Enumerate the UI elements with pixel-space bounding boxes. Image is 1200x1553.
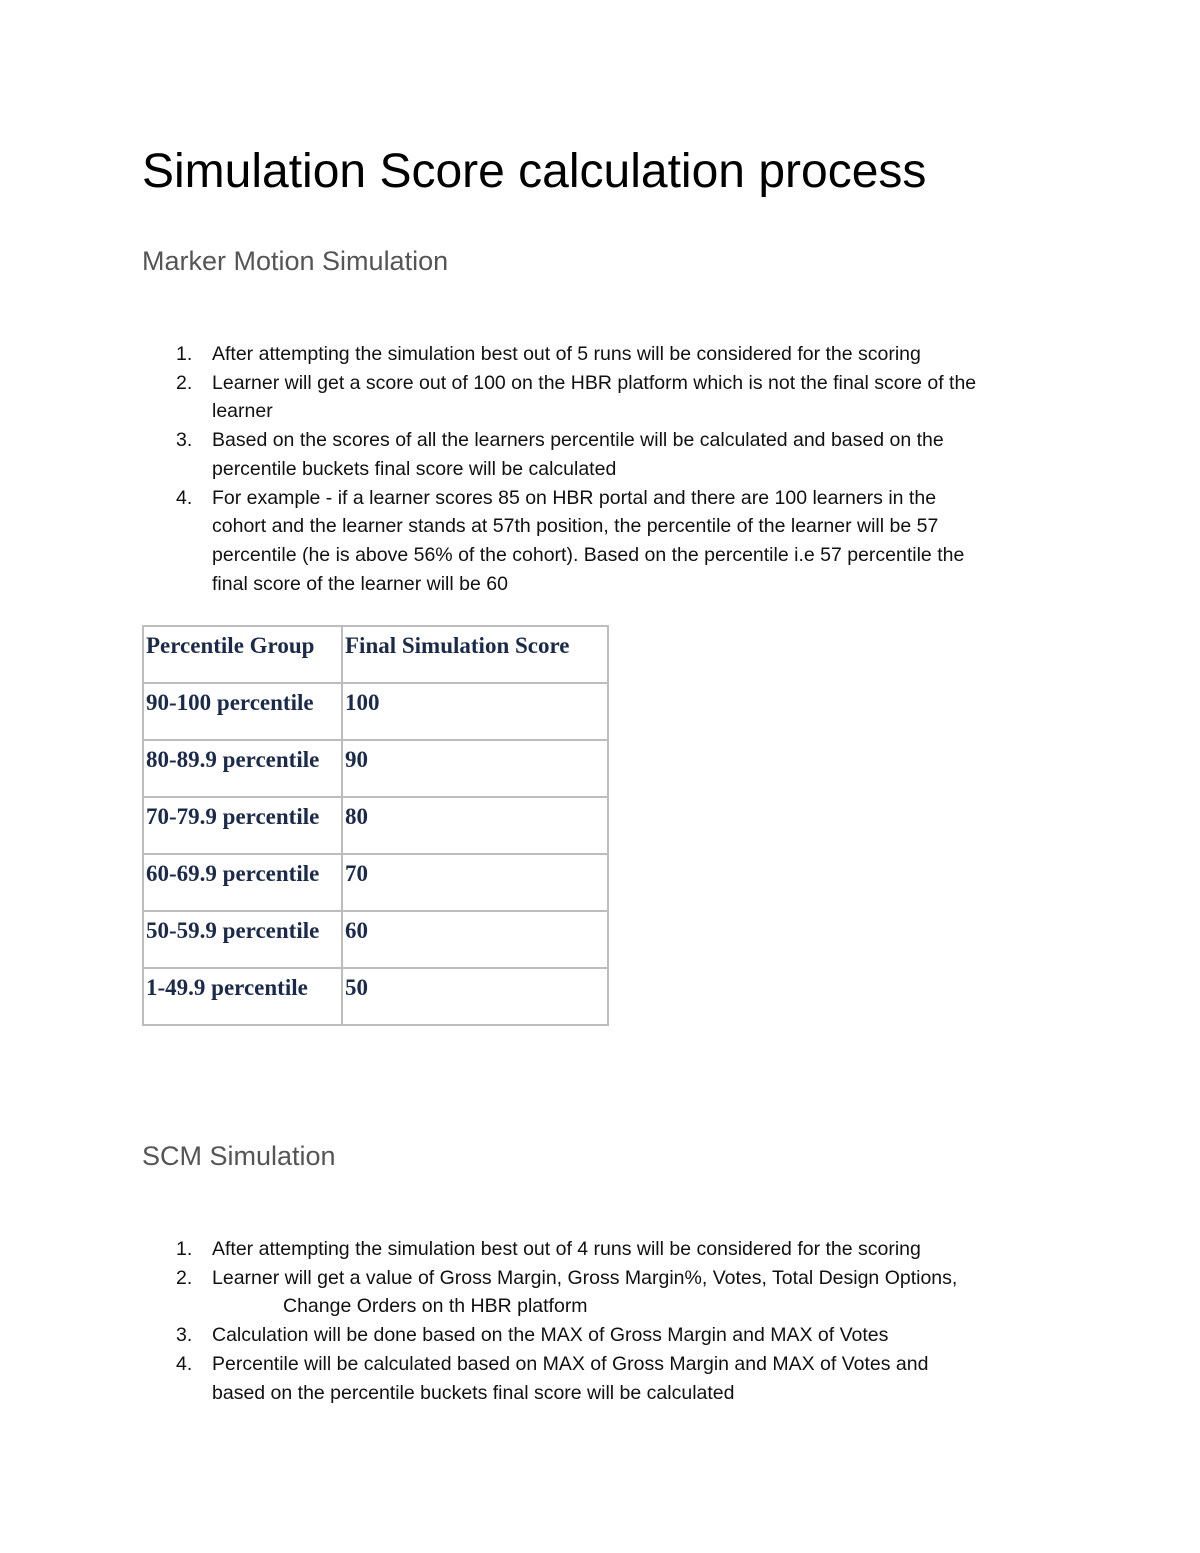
list-item: [170, 484, 1070, 599]
table-row: [143, 968, 608, 1025]
list-item-number: 1.: [176, 1238, 193, 1260]
list-item: [170, 369, 1070, 426]
scm-steps-list: [170, 1235, 1070, 1407]
list-item-number: 3.: [176, 1324, 193, 1347]
table-cell: 50: [342, 968, 608, 1025]
list-item-number: 3.: [176, 429, 193, 452]
list-item-text: based on the percentile buckets final score will be calculated: [212, 1381, 735, 1404]
table-cell: 70: [342, 854, 608, 911]
list-item-number: 4.: [176, 1352, 193, 1375]
list-item-text: Percentile will be calculated based on MAX of Gross Margin and MAX of Votes and: [212, 1352, 929, 1375]
list-item-text: Learner will get a value of Gross Margin, Gross Margin%, Votes, Total Design Options,: [212, 1266, 958, 1289]
table-cell: 50-59.9 percentile: [143, 911, 342, 968]
percentile-score-table: [142, 625, 609, 1026]
list-item-text: For example - if a learner scores 85 on HBR portal and there are 100 learners in the: [212, 486, 937, 509]
section-heading-scm: SCM Simulation: [142, 1141, 336, 1171]
table-row: [143, 797, 608, 854]
section-heading-marker-motion: Marker Motion Simulation: [142, 246, 449, 276]
list-item: [170, 1321, 1070, 1350]
list-item-text: cohort and the learner stands at 57th position, the percentile of the learner will be 57: [212, 515, 939, 538]
table-cell: 80: [342, 797, 608, 854]
table-row: [143, 911, 608, 968]
table-cell: 100: [342, 683, 608, 740]
table-header-row: [143, 626, 608, 683]
list-item: [170, 1235, 1070, 1264]
table-cell: 1-49.9 percentile: [143, 968, 342, 1025]
list-item-text: Based on the scores of all the learners percentile will be calculated and based on the: [212, 429, 944, 452]
list-item-number: 2.: [176, 1266, 193, 1289]
page-title: Simulation Score calculation process: [142, 145, 927, 198]
list-item-text: final score of the learner will be 60: [212, 572, 508, 595]
table-row: [143, 854, 608, 911]
list-item-text: learner: [212, 400, 273, 423]
table-row: [143, 683, 608, 740]
table-header-cell: Final Simulation Score: [342, 626, 608, 683]
list-item: [170, 340, 1070, 369]
list-item: [170, 1264, 1070, 1321]
table-cell: 80-89.9 percentile: [143, 740, 342, 797]
list-item-text: percentile buckets final score will be calculated: [212, 457, 617, 480]
table-header-cell: Percentile Group: [143, 626, 342, 683]
list-item: [170, 426, 1070, 483]
list-item-number: 1.: [176, 343, 193, 365]
table-row: [143, 740, 608, 797]
list-item-text: After attempting the simulation best out of 5 runs will be considered for the scoring: [212, 343, 921, 365]
list-item-number: 4.: [176, 486, 193, 509]
list-item-text: Calculation will be done based on the MAX of Gross Margin and MAX of Votes: [212, 1324, 889, 1347]
table-cell: 90-100 percentile: [143, 683, 342, 740]
table-cell: 60: [342, 911, 608, 968]
marker-steps-list: [170, 340, 1070, 598]
list-item-number: 2.: [176, 371, 193, 394]
list-item-text: percentile (he is above 56% of the cohort). Based on the percentile i.e 57 percentile the: [212, 543, 965, 566]
table-cell: 70-79.9 percentile: [143, 797, 342, 854]
list-item-text: Learner will get a score out of 100 on the HBR platform which is not the final score of the: [212, 371, 977, 394]
list-item-text: Change Orders on th HBR platform: [283, 1295, 588, 1318]
table-cell: 90: [342, 740, 608, 797]
table-cell: 60-69.9 percentile: [143, 854, 342, 911]
list-item-text: After attempting the simulation best out of 4 runs will be considered for the scoring: [212, 1238, 921, 1260]
list-item: [170, 1350, 1070, 1407]
